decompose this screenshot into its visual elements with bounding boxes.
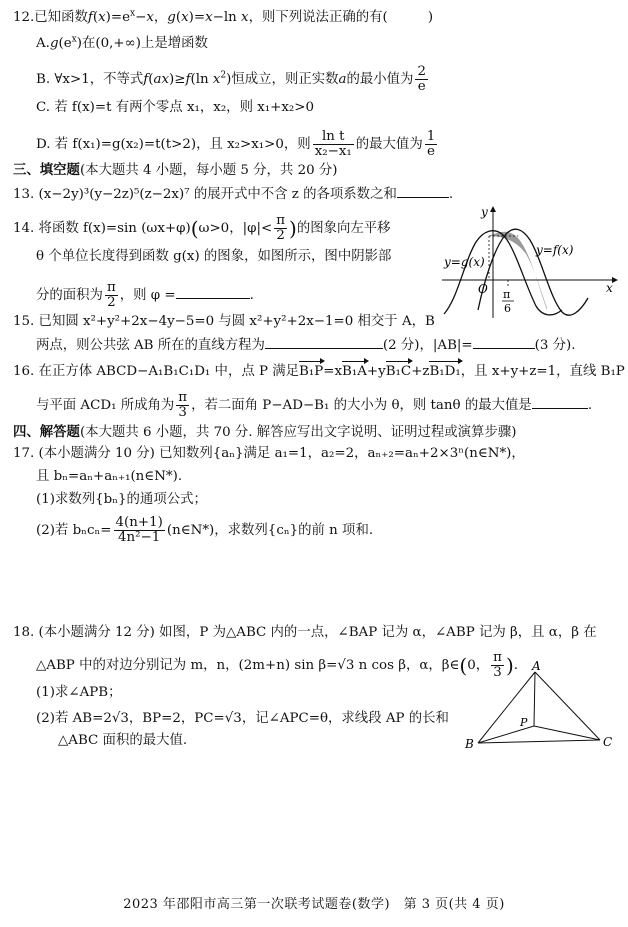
y-axis-arrow-icon [490, 206, 496, 212]
q14-answer-blank [176, 286, 250, 299]
q16-vector-b1c: B₁C [385, 364, 412, 379]
q18-part-1: (1)求∠APB； [36, 685, 122, 700]
q12-optB-post: 恒成立，则正实数 [231, 72, 339, 87]
q12-optD-answer-fraction [425, 130, 438, 159]
q18-l2-pre: △ABP 中的对边分别记为 m，n，(2m+n) sin β=√3 n cos β，α，β∈ [36, 658, 460, 673]
q12-optB-num: 2 [417, 64, 426, 79]
q18-part-2-cont: △ABC 面积的最大值. [58, 733, 188, 748]
section-4-label: 四、解答题 [13, 424, 80, 440]
q16-l2-num: π [178, 390, 188, 405]
q14-l1-pre: 14. 将函数 f(x)=sin (ωx+φ) [13, 221, 191, 236]
q14-l1-den: 2 [276, 228, 285, 243]
section-3-label: 三、填空题 [13, 162, 80, 178]
q12-optD-den: x₂−x₁ [314, 144, 352, 159]
q17-part-1: (1)求数列{bₙ}的通项公式； [36, 492, 207, 507]
section-4-heading [13, 424, 516, 441]
vertex-c-label: C [603, 735, 613, 749]
q12-stem-post: ，则下列说法正确的有( ) [248, 10, 434, 25]
side-ab [478, 672, 535, 743]
q12-optD-pre: D. 若 f(x₁)=g(x₂)=t(t>2)，且 x₂>x₁>0，则 [36, 137, 311, 152]
vertex-b-label: B [465, 737, 474, 751]
graph-tick-den: 6 [504, 302, 511, 315]
q13-answer-blank [397, 185, 449, 198]
section-3-heading [13, 162, 338, 179]
q16-plus-y: +y [366, 364, 386, 379]
q13-stem: 13. (x−2y)³(y−2z)⁵(z−2x)⁷ 的展开式中不含 z 的各项系数之和 [13, 187, 397, 202]
q14-l3-fraction [105, 281, 118, 310]
q17-p2-fraction [114, 516, 165, 545]
q15-l2-mid: (2 分)，|AB|= [382, 338, 473, 353]
q14-l1-num: π [276, 213, 286, 228]
q18-triangle-figure [460, 660, 620, 752]
q16-vector-b1d1: B₁D₁ [429, 364, 461, 379]
q18-part-2: (2)若 AB=2√3，BP=2，PC=√3，记∠APC=θ，求线段 AP 的长和 [36, 711, 449, 726]
q12-optB-fraction [415, 65, 428, 94]
q12-option-a: $A.g(e^x)$在(0,+∞)上是增函数 [36, 34, 208, 51]
q17-p2-post: (n∈N*)，求数列{cₙ}的前 n 项和. [166, 523, 374, 538]
q15-answer-blank-2 [473, 336, 535, 349]
q12-optA-pre: A. [36, 36, 50, 51]
q16-l1-post: ，且 x+y+z=1，直线 B₁P [460, 364, 625, 379]
q15-answer-blank-1 [265, 336, 383, 349]
q16-eq: =x [323, 364, 343, 379]
x-axis-arrow-icon [612, 277, 618, 283]
q17-p2-pre: (2)若 bₙcₙ= [36, 523, 112, 538]
q17-line-2: 且 bₙ=aₙ+aₙ₊₁(n∈N*). [36, 469, 183, 484]
q16-l1-pre: 16. 在正方体 ABCD−A₁B₁C₁D₁ 中，点 P 满足 [13, 364, 300, 379]
q17-line-1: 17. (本小题满分 10 分) 已知数列{aₙ}满足 a₁=1，a₂=2，aₙ₊₂=aₙ+2×3ⁿ(n∈N*)， [13, 446, 525, 461]
q15-line-1: 15. 已知圆 x²+y²+2x−4y−5=0 与圆 x²+y²+2x−1=0 相交于 A，B [13, 314, 435, 329]
q16-line-2: 与平面 ACD₁ 所成角为 $\frac{\pi}{3}$ ，若二面角 P−AD−B₁ 的大小为 θ，则 tanθ 的最大值是 . [36, 390, 593, 420]
q14-l1-fraction [274, 214, 287, 243]
q14-l1-post: 的图象向左平移 [296, 221, 391, 236]
q12-optB-pre: B. ∀x>1，不等式 [36, 72, 144, 87]
q12-optD-ans-den: e [427, 144, 435, 159]
vertex-a-label: A [532, 660, 541, 673]
q17-part-2 [36, 516, 373, 545]
q12-optD-post: 的最大值为 [355, 137, 423, 152]
q18-line-1: 18. (本小题满分 12 分) 如图，P 为△ABC 内的一点，∠BAP 记为 α，∠ABP 记为 β，且 α，β 在 [13, 625, 597, 640]
q12-optD-fraction [313, 130, 354, 159]
q17-p2-num: 4(n+1) [115, 515, 163, 530]
q12-stem-pre: 12.已知函数 [13, 10, 88, 25]
q14-line-3: 分的面积为 $\frac{\pi}{2}$ ，则 φ = . [36, 280, 254, 310]
section-3-note: (本大题共 4 小题，每小题 5 分，共 20 分) [79, 163, 338, 178]
graph-origin-label: O [478, 282, 488, 296]
q16-vector-b1a: B₁A [342, 364, 367, 379]
q15-line-2 [36, 336, 576, 354]
side-bc [478, 740, 600, 743]
segment-pc [534, 726, 600, 740]
q14-l1-cond: ω>0，|φ|< [198, 221, 273, 236]
graph-g-label: y=g(x) [444, 255, 485, 269]
q13-text: 13. (x−2y)³(y−2z)⁵(z−2x)⁷ 的展开式中不含 z 的各项系数之和 . [13, 187, 454, 202]
side-ac [535, 672, 600, 740]
q16-plus-z: +z [411, 364, 430, 379]
q16-vector-b1p: B₁P [299, 364, 324, 379]
q12-optA-post: 在(0,+∞)上是增函数 [81, 36, 208, 51]
q15-l2-pre: 两点，则公共弦 AB 所在的直线方程为 [36, 338, 265, 353]
q16-answer-blank [532, 396, 588, 409]
q16-l2-fraction [176, 391, 189, 420]
q12-option-c: C. 若 f(x)=t 有两个零点 x₁，x₂，则 x₁+x₂>0 [36, 100, 315, 115]
graph-tick-num: π [503, 288, 511, 301]
q12-stem: 12.已知函数$f(x)=e^x-x$，g(x)=x−ln x，则下列说法正确的有( ) [13, 8, 434, 25]
q12-optB-tail: 的最小值为 [346, 72, 414, 87]
q12-optD-num: ln t [313, 130, 354, 145]
q14-line-1: 14. 将函数 f(x)=sin (ωx+φ)(ω>0，|φ|< $\frac{\pi}{2}$ )的图象向左平移 [13, 213, 391, 243]
q16-l2-post: ，若二面角 P−AD−B₁ 的大小为 θ，则 tanθ 的最大值是 [191, 398, 532, 413]
q14-sine-graph [440, 202, 620, 320]
q16-l2-den: 3 [178, 405, 187, 420]
q12-option-b: B. ∀x>1，不等式f(ax)≥f(ln $x^2$)恒成立，则正实数a的最小值为 $\frac{2}{e}$ [36, 64, 426, 94]
q18-line-2: △ABP 中的对边分别记为 m，n，(2m+n) sin β=√3 n cos β，α，β∈(0， $\frac{\pi}{3}$ ). [36, 650, 519, 680]
q12-option-d [36, 130, 439, 159]
q12-optD-ans-num: 1 [426, 129, 436, 144]
q14-line-2: θ 个单位长度得到函数 g(x) 的图象，如图所示，图中阴影部 [36, 249, 392, 264]
q14-l3-den: 2 [107, 295, 116, 310]
segment-pa [534, 672, 535, 726]
q12-optB-den: e [417, 79, 426, 94]
point-p-label: P [520, 716, 528, 729]
page-footer: 2023 年邵阳市高三第一次联考试题卷(数学) 第 3 页(共 4 页) [123, 897, 505, 912]
graph-f-label: y=f(x) [536, 243, 574, 257]
q18-l2-den: 3 [493, 665, 502, 680]
q16-l2-pre: 与平面 ACD₁ 所成角为 [36, 398, 175, 413]
q18-l2-num: π [493, 650, 502, 665]
q14-l3-num: π [106, 280, 116, 295]
q17-p2-den: 4n²−1 [118, 530, 161, 545]
q16-line-1 [13, 364, 625, 380]
q15-l2-post: (3 分). [534, 338, 576, 353]
graph-x-axis-label: x [606, 281, 613, 295]
section-4-note: (本大题共 6 小题，共 70 分. 解答应写出文字说明、证明过程或演算步骤) [79, 425, 517, 440]
q14-l3-post: ，则 φ = [119, 288, 176, 303]
q14-l3-pre: 分的面积为 [36, 288, 103, 303]
graph-y-axis-label: y [481, 205, 488, 219]
